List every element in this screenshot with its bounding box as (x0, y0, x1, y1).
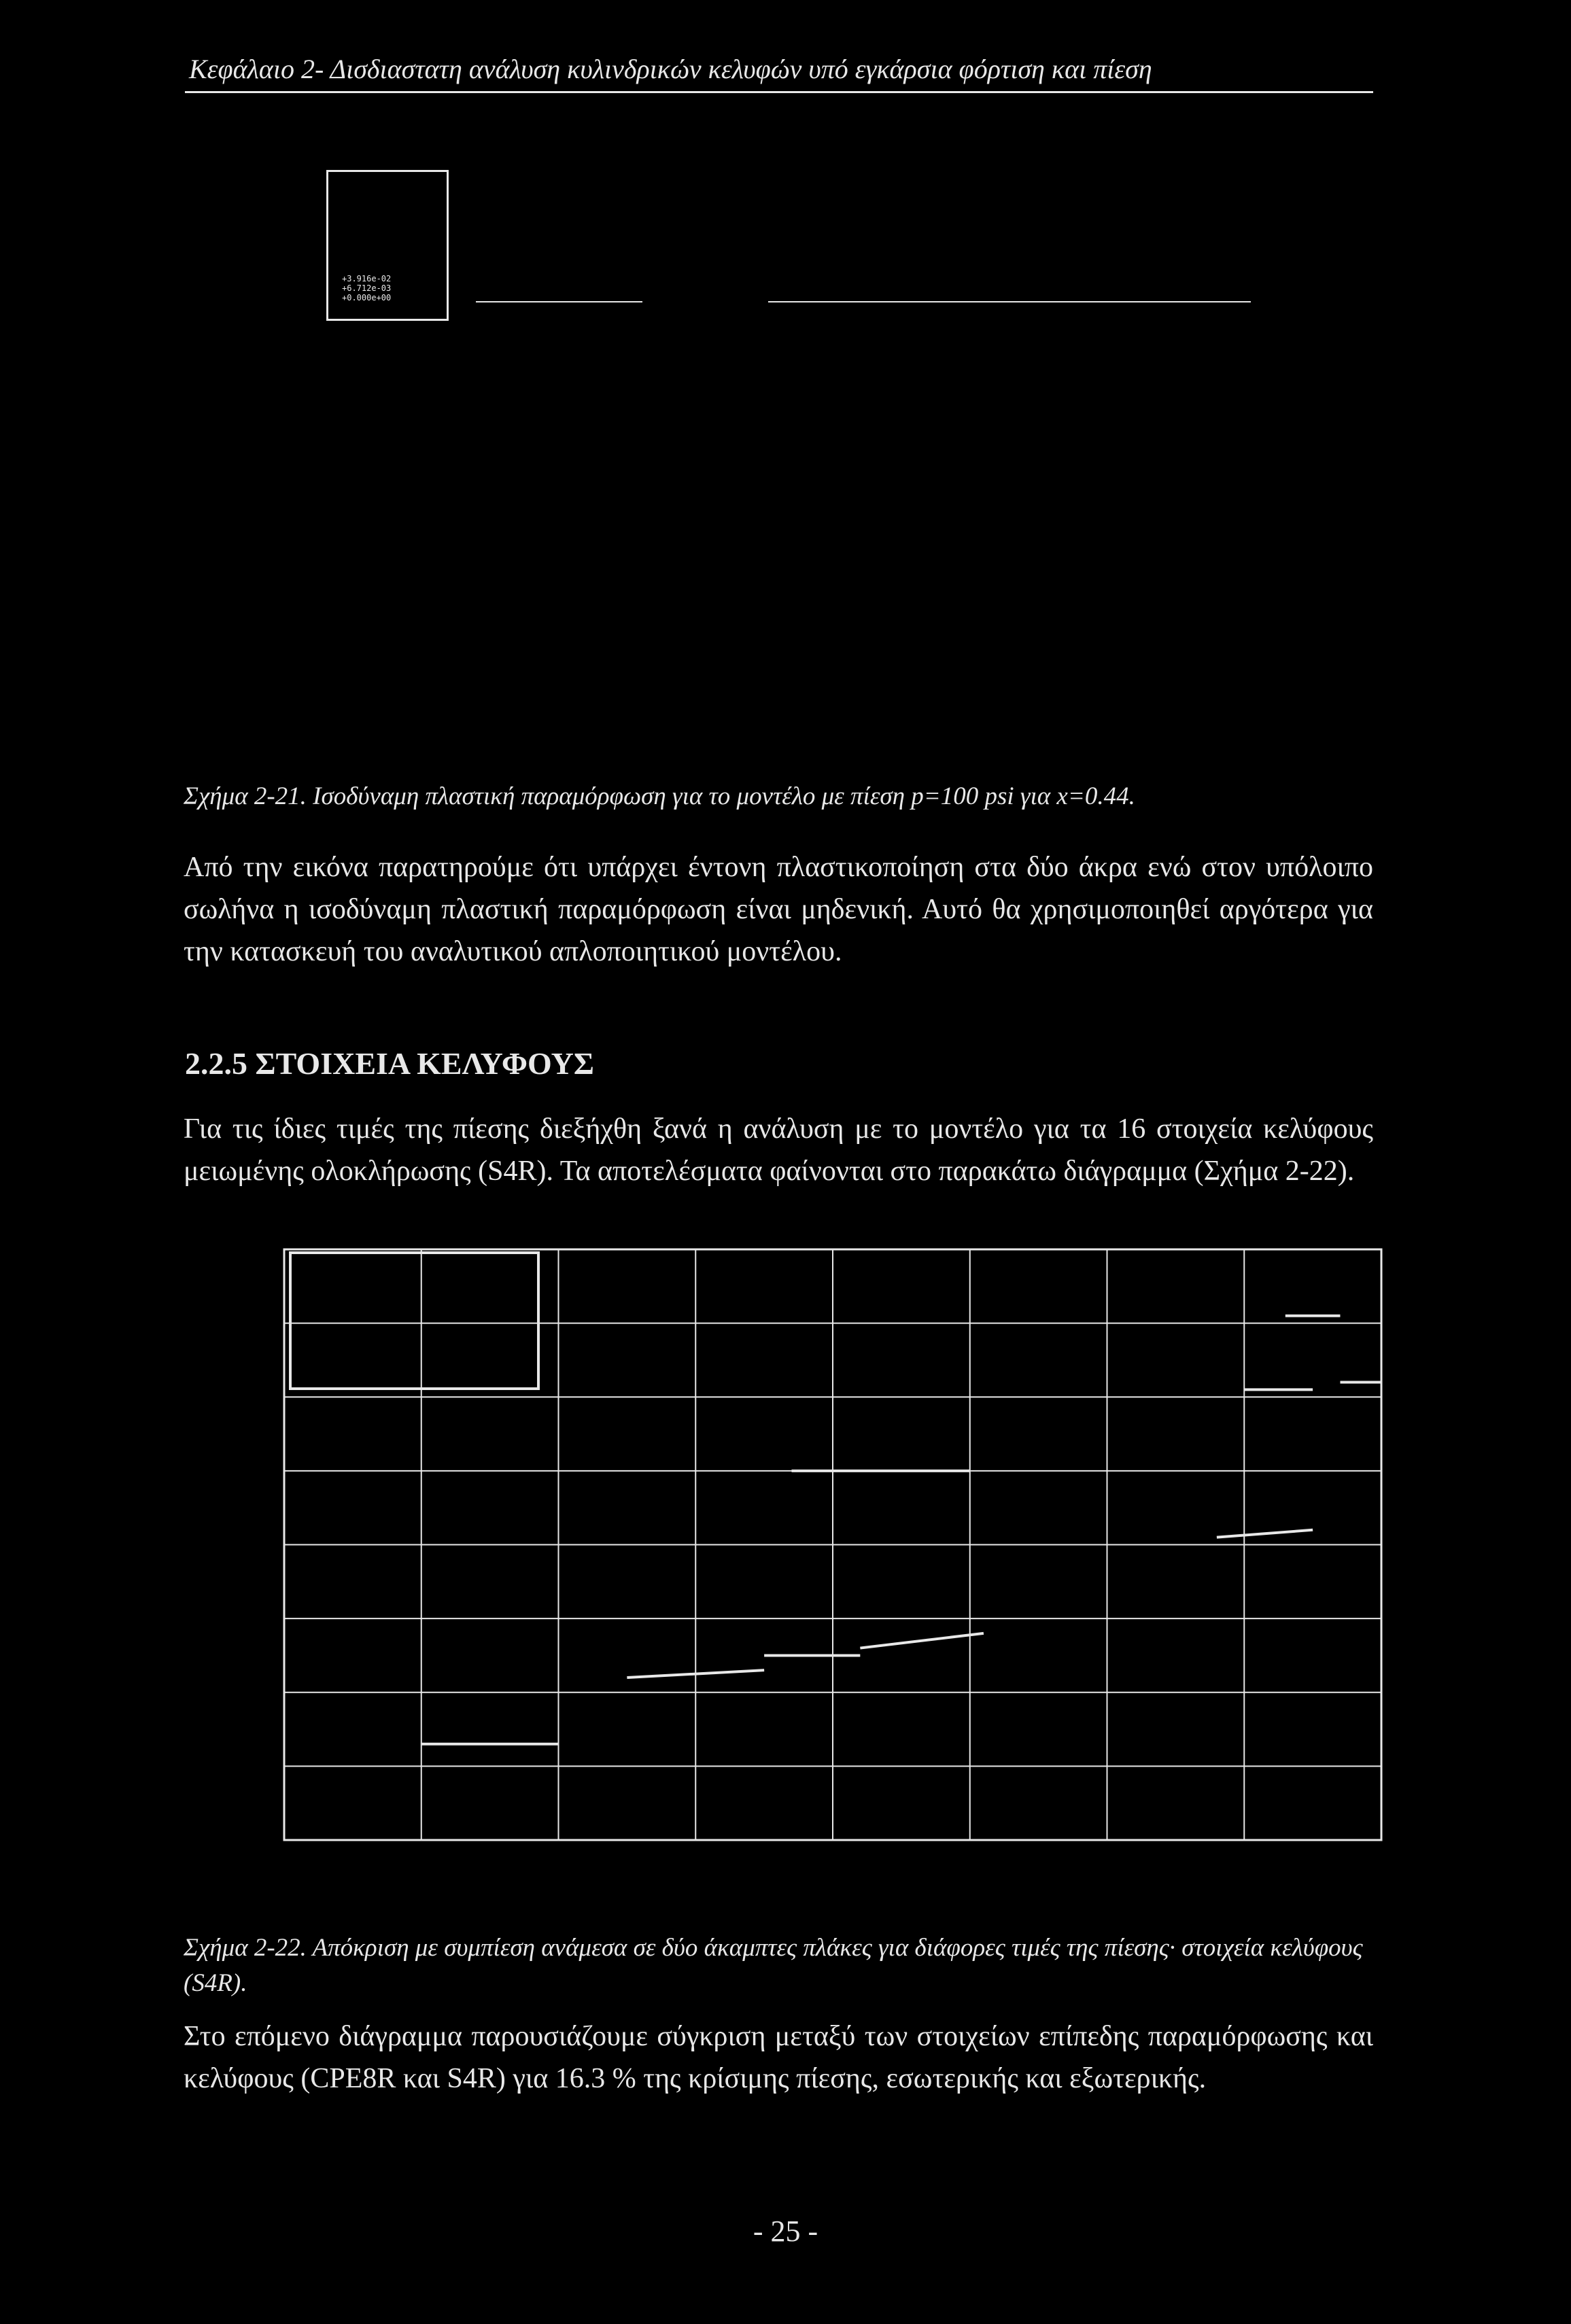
section-heading: 2.2.5 ΣΤΟΙΧΕΙΑ ΚΕΛΥΦΟΥΣ (185, 1046, 594, 1081)
figure-2-21-caption: Σχήμα 2-21. Ισοδύναμη πλαστική παραμόρφωση για το μοντέλο με πίεση p=100 psi για x=0.44. (184, 782, 1135, 810)
chart-series-line-6 (1217, 1530, 1313, 1538)
legend-value-mid: +6.712e-03 (342, 283, 392, 293)
chart-grid (284, 1249, 1381, 1840)
contour-plot-edge-left (476, 301, 642, 302)
legend-value-max: +3.916e-02 (342, 274, 392, 283)
figure-2-22-caption: Σχήμα 2-22. Απόκριση με συμπίεση ανάμεσα σε δύο άκαμπτες πλάκες για διάφορες τιμές της πίεσης· στοιχεία κελύφους (S4R). (184, 1934, 1363, 1997)
contour-plot-edge-right (768, 301, 1251, 302)
paragraph-comparison: Στο επόμενο διάγραμμα παρουσιάζουμε σύγκριση μεταξύ των στοιχείων επίπεδης παραμόρφωσης και κελύφους (CPE8R και S4R) για 16.3 % της κρίσιμης πίεσης, εσωτερικής και εξωτερικής. (184, 2021, 1373, 2094)
page-number: - 25 - (753, 2215, 818, 2248)
chart-series-line-4 (860, 1633, 984, 1648)
header-rule (185, 91, 1373, 93)
chart-series-group (421, 1316, 1381, 1744)
paragraph-plastic-strain: Από την εικόνα παρατηρούμε ότι υπάρχει έντονη πλαστικοποίηση στα δύο άκρα ενώ στον υπόλοιπο σωλήνα η ισοδύναμη πλαστική παραμόρφωση είναι μηδενική. Αυτό θα χρησιμοποιηθεί αργότερα για την κατασκευή του αναλυτικού απλοποιητικού μοντέλου. (184, 852, 1373, 967)
legend-value-min: +0.000e+00 (342, 293, 392, 302)
chart-legend-box (290, 1253, 538, 1389)
contour-legend-box (326, 170, 449, 321)
response-chart (279, 1244, 1387, 1845)
contour-legend-values (342, 274, 391, 302)
paragraph-shell-elements: Για τις ίδιες τιμές της πίεσης διεξήχθη ξανά η ανάλυση με το μοντέλο για τα 16 στοιχεία κελύφους μειωμένης ολοκλήρωσης (S4R). Τα αποτελέσματα φαίνονται στο παρακάτω διάγραμμα (Σχήμα 2-22). (184, 1113, 1373, 1187)
running-header: Κεφάλαιο 2- Δισδιαστατη ανάλυση κυλινδρικών κελυφών υπό εγκάρσια φόρτιση και πίεση (189, 54, 1152, 84)
